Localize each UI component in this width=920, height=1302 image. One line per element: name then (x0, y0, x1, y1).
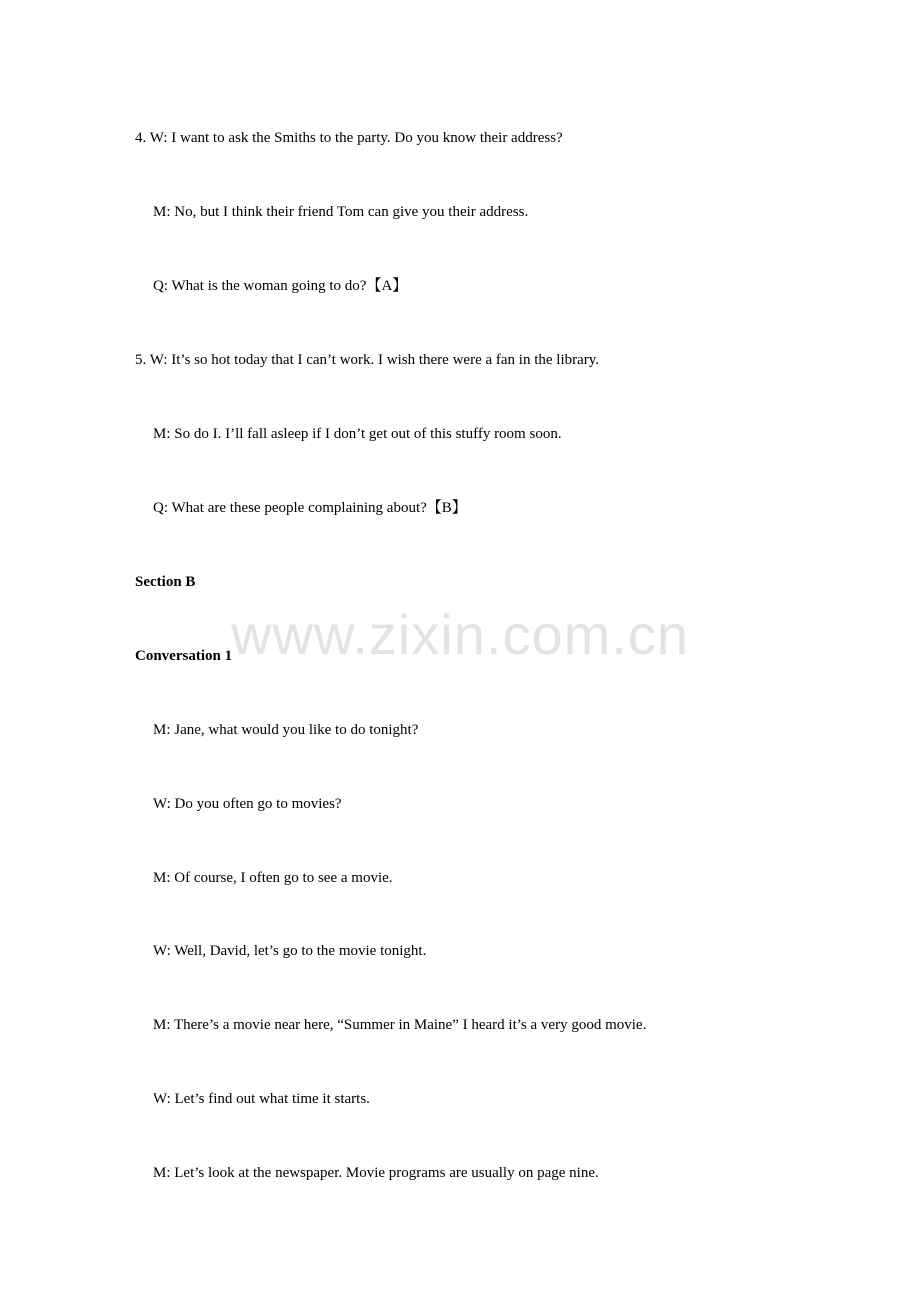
section-heading: Section B (135, 574, 196, 590)
dialogue-line: M: So do I. I’ll fall asleep if I don’t get out of this stuffy room soon. (153, 426, 562, 442)
dialogue-line: 4. W: I want to ask the Smiths to the party. Do you know their address? (135, 130, 563, 146)
dialogue-line: M: Jane, what would you like to do tonight? (153, 722, 419, 738)
dialogue-line: W: Let’s find out what time it starts. (153, 1091, 370, 1107)
dialogue-line: M: No, but I think their friend Tom can give you their address. (153, 204, 529, 220)
dialogue-line: M: There’s a movie near here, “Summer in Maine” I heard it’s a very good movie. (153, 1017, 647, 1033)
dialogue-line: M: Of course, I often go to see a movie. (153, 870, 393, 886)
dialogue-line: 5. W: It’s so hot today that I can’t work. I wish there were a fan in the library. (135, 352, 600, 368)
dialogue-line: W: Do you often go to movies? (153, 796, 342, 812)
question-line: Q: What are these people complaining about?【B】 (153, 500, 467, 516)
dialogue-line: M: Let’s look at the newspaper. Movie programs are usually on page nine. (153, 1165, 599, 1181)
conversation-heading: Conversation 1 (135, 648, 233, 664)
question-line: Q: What is the woman going to do?【A】 (153, 278, 408, 294)
watermark: www.zixin.com.cn (231, 603, 689, 666)
dialogue-line: W: Well, David, let’s go to the movie tonight. (153, 943, 427, 959)
